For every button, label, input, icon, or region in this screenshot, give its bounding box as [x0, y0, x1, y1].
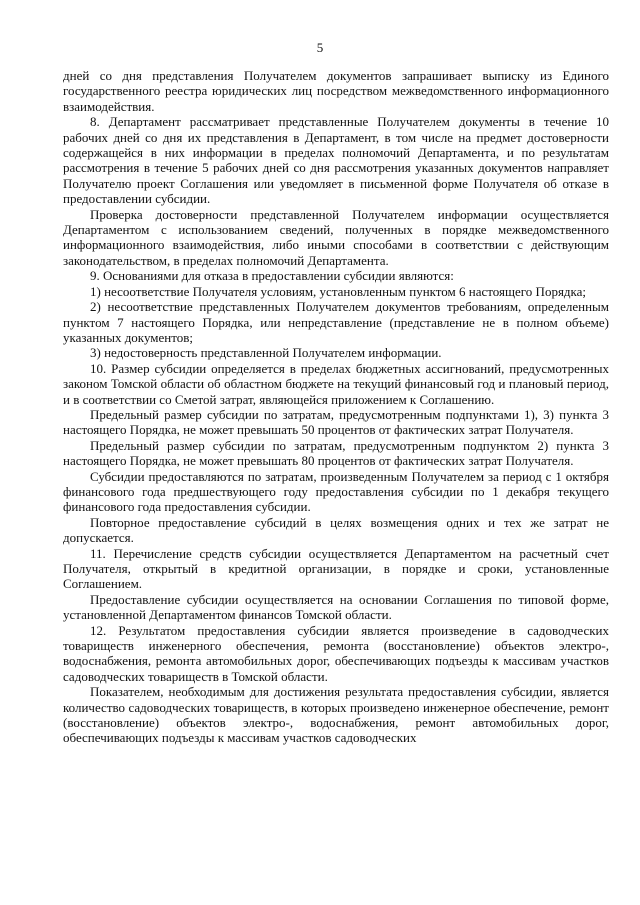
paragraph-indicator: Показателем, необходимым для достижения результата предоставления субсидии, является количество садоводческих товариществ, в которых произведено инженерное обеспечение, ремонт (восстановление) объектов электро-, водоснабжения, ремонт автомобильных дорог, обеспечивающих подъезды к массивам участков садоводческих: [63, 684, 609, 746]
paragraph-refusal-3: 3) недостоверность представленной Получателем информации.: [90, 345, 442, 361]
paragraph-clause-11: 11. Перечисление средств субсидии осуществляется Департаментом на расчетный счет Получателя, открытый в кредитной организации, в порядке и сроки, установленные Соглашением.: [63, 545, 609, 592]
paragraph-continuation: дней со дня представления Получателем документов запрашивает выписку из Единого государственного реестра юридических лиц посредством межведомственного информационного взаимодействия.: [63, 68, 609, 114]
document-body: [63, 68, 609, 746]
paragraph-limit-50: Предельный размер субсидии по затратам, предусмотренным подпунктами 1), 3) пункта 3 настоящего Порядка, не может превышать 50 процентов от фактических затрат Получателя.: [63, 406, 609, 438]
page-number: 5: [316, 40, 324, 55]
paragraph-refusal-1: 1) несоответствие Получателя условиям, установленным пунктом 6 настоящего Порядка;: [90, 283, 587, 299]
paragraph-clause-10: 10. Размер субсидии определяется в пределах бюджетных ассигнований, предусмотренных законом Томской области об областном бюджете на текущий финансовый год и плановый период, и в соответствии со Сметой затрат, являющейся приложением к Соглашению.: [63, 360, 609, 407]
paragraph-clause-12: 12. Результатом предоставления субсидии является произведение в садоводческих товариществ инженерного обеспечения, ремонта (восстановление) объектов электро-, водоснабжения, ремонта автомобильных дорог, обеспечивающих подъезды к массивам участков садоводческих товариществ в Томской области.: [63, 622, 609, 684]
paragraph-verification: Проверка достоверности представленной Получателем информации осуществляется Департаментом с использованием сведений, полученных в порядке межведомственного информационного взаимодействия, либо иными способами в соответствии с действующим законодательством, в пределах полномочий Департамента.: [63, 206, 609, 268]
paragraph-no-repeat: Повторное предоставление субсидий в целях возмещения одних и тех же затрат не допускается.: [63, 514, 609, 546]
paragraph-clause-9: 9. Основаниями для отказа в предоставлении субсидии являются:: [90, 268, 454, 284]
paragraph-period: Субсидии предоставляются по затратам, произведенным Получателем за период с 1 октября финансового года предшествующего году предоставления субсидии по 1 декабря текущего финансового года предоставления субсидии.: [63, 468, 609, 515]
paragraph-agreement: Предоставление субсидии осуществляется на основании Соглашения по типовой форме, установленной Департаментом финансов Томской области.: [63, 591, 609, 623]
paragraph-refusal-2: 2) несоответствие представленных Получателем документов требованиям, определенным пунктом 7 настоящего Порядка, или непредставление (представление не в полном объеме) указанных документов;: [63, 299, 609, 345]
paragraph-clause-8: 8. Департамент рассматривает представленные Получателем документы в течение 10 рабочих дней со дня их представления в Департамент, в том числе на предмет достоверности содержащейся в них информации в пределах полномочий Департамента, и по результатам рассмотрения в течение 5 рабочих дней со дня рассмотрения указанных документов направляет Получателю проект Соглашения или уведомляет в письменной форме Получателя об отказе в предоставлении субсидии.: [63, 114, 609, 207]
paragraph-limit-80: Предельный размер субсидии по затратам, предусмотренным подпунктом 2) пункта 3 настоящего Порядка, не может превышать 80 процентов от фактических затрат Получателя.: [63, 437, 609, 469]
